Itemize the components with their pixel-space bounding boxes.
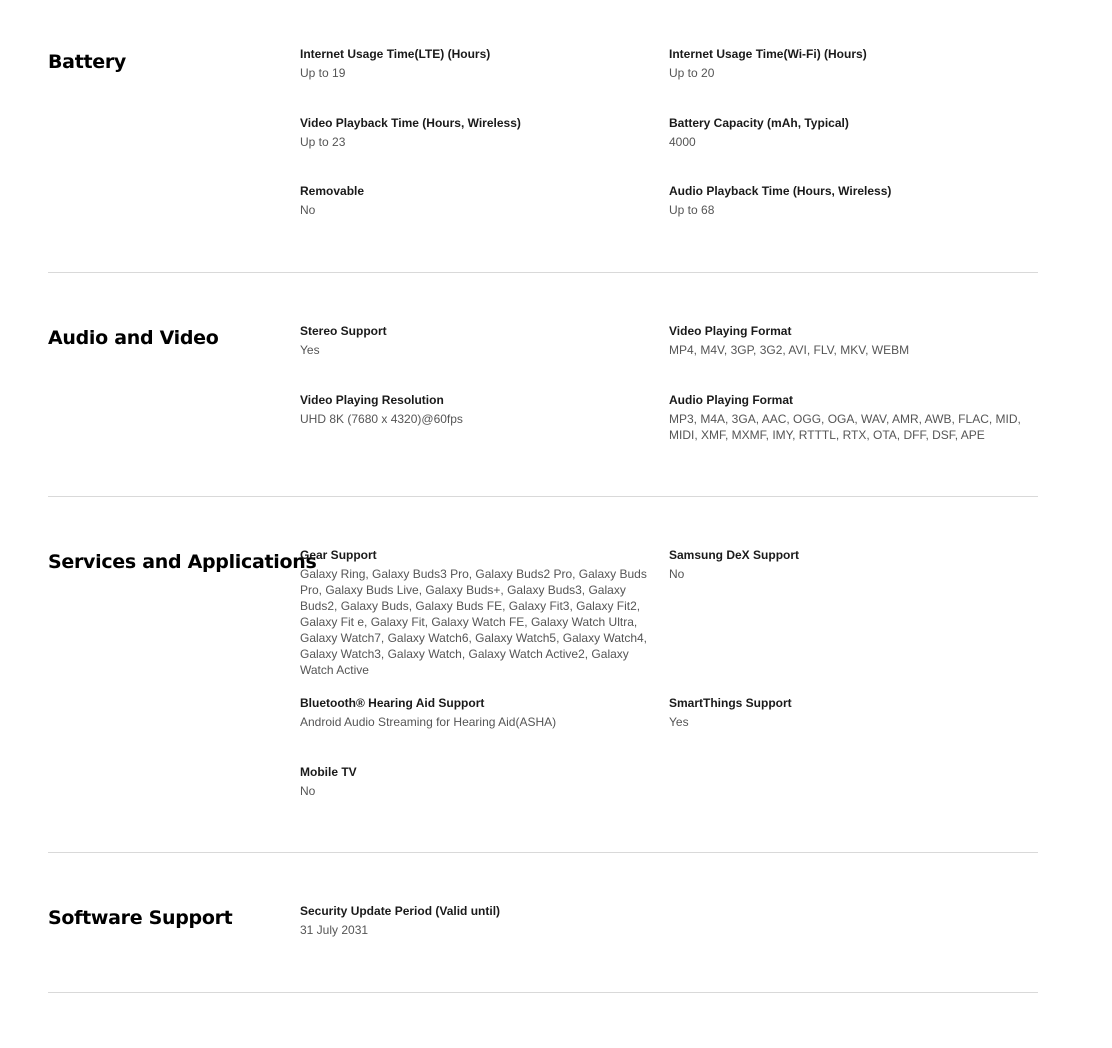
spec-value: MP4, M4V, 3GP, 3G2, AVI, FLV, MKV, WEBM xyxy=(669,343,910,357)
spec-label: Security Update Period (Valid until) xyxy=(300,904,501,918)
spec-item-internet-usage-wifi xyxy=(669,46,1029,81)
spec-label: Samsung DeX Support xyxy=(669,548,800,562)
spec-value: 4000 xyxy=(669,135,696,149)
spec-item-bluetooth-hearing-aid xyxy=(300,695,660,730)
spec-item-video-playback-time xyxy=(300,115,660,150)
spec-item-video-playing-resolution xyxy=(300,392,660,427)
spec-value: No xyxy=(300,203,316,217)
spec-label: Internet Usage Time(LTE) (Hours) xyxy=(300,47,491,61)
spec-label: Removable xyxy=(300,184,365,198)
section-title: Software Support xyxy=(48,907,233,929)
spec-value: Up to 23 xyxy=(300,135,346,149)
spec-value: No xyxy=(300,784,316,798)
spec-value: MP3, M4A, 3GA, AAC, OGG, OGA, WAV, AMR, AWB, FLAC, MID, MIDI, XMF, MXMF, IMY, RTTTL, RTX, OTA, DFF, DSF, APE xyxy=(669,412,1021,442)
spec-label: Audio Playing Format xyxy=(669,393,794,407)
spec-label: Video Playing Format xyxy=(669,324,792,338)
spec-value: Up to 68 xyxy=(669,203,715,217)
spec-label: Video Playing Resolution xyxy=(300,393,444,407)
spec-label: Gear Support xyxy=(300,548,377,562)
spec-item-removable xyxy=(300,183,660,218)
spec-item-internet-usage-lte xyxy=(300,46,660,81)
section-title: Services and Applications xyxy=(48,551,317,573)
audio-video-section xyxy=(48,273,1038,497)
spec-value: UHD 8K (7680 x 4320)@60fps xyxy=(300,412,463,426)
spec-value: Up to 19 xyxy=(300,66,346,80)
spec-item-security-update-period xyxy=(300,903,660,938)
spec-label: Audio Playback Time (Hours, Wireless) xyxy=(669,184,892,198)
spec-label: Stereo Support xyxy=(300,324,387,338)
spec-label: Video Playback Time (Hours, Wireless) xyxy=(300,116,521,130)
battery-section xyxy=(48,0,1038,273)
spec-item-audio-playback-time xyxy=(669,183,1029,218)
services-applications-section xyxy=(48,497,1038,853)
spec-item-battery-capacity xyxy=(669,115,1029,150)
spec-value: Galaxy Ring, Galaxy Buds3 Pro, Galaxy Buds2 Pro, Galaxy Buds Pro, Galaxy Buds Live, Galaxy Buds+, Galaxy Buds3, Galaxy Buds2, Galaxy Buds, Galaxy Buds FE, Galaxy Fit3, Galaxy Fit2, Galaxy Fit e, Galaxy Fit, Galaxy Watch FE, Galaxy Watch Ultra, Galaxy Watch7, Galaxy Watch6, Galaxy Watch5, Galaxy Watch4, Galaxy Watch3, Galaxy Watch, Galaxy Watch Active2, Galaxy Watch Active xyxy=(300,567,648,677)
spec-item-audio-playing-format xyxy=(669,392,1029,443)
spec-label: Bluetooth® Hearing Aid Support xyxy=(300,696,485,710)
section-title: Battery xyxy=(48,51,127,73)
spec-item-mobile-tv xyxy=(300,764,660,799)
section-title: Audio and Video xyxy=(48,327,219,349)
spec-value: Up to 20 xyxy=(669,66,715,80)
spec-value: Yes xyxy=(300,343,320,357)
spec-item-smartthings-support xyxy=(669,695,1029,730)
spec-item-stereo-support xyxy=(300,323,660,358)
spec-item-video-playing-format xyxy=(669,323,1029,358)
spec-label: Battery Capacity (mAh, Typical) xyxy=(669,116,849,130)
spec-label: SmartThings Support xyxy=(669,696,792,710)
spec-value: Yes xyxy=(669,715,689,729)
spec-value: No xyxy=(669,567,685,581)
spec-label: Internet Usage Time(Wi-Fi) (Hours) xyxy=(669,47,867,61)
spec-item-gear-support xyxy=(300,547,660,678)
spec-value: 31 July 2031 xyxy=(300,923,369,937)
spec-item-samsung-dex-support xyxy=(669,547,1029,582)
spec-label: Mobile TV xyxy=(300,765,357,779)
spec-value: Android Audio Streaming for Hearing Aid(ASHA) xyxy=(300,715,557,729)
software-support-section xyxy=(48,853,1038,993)
